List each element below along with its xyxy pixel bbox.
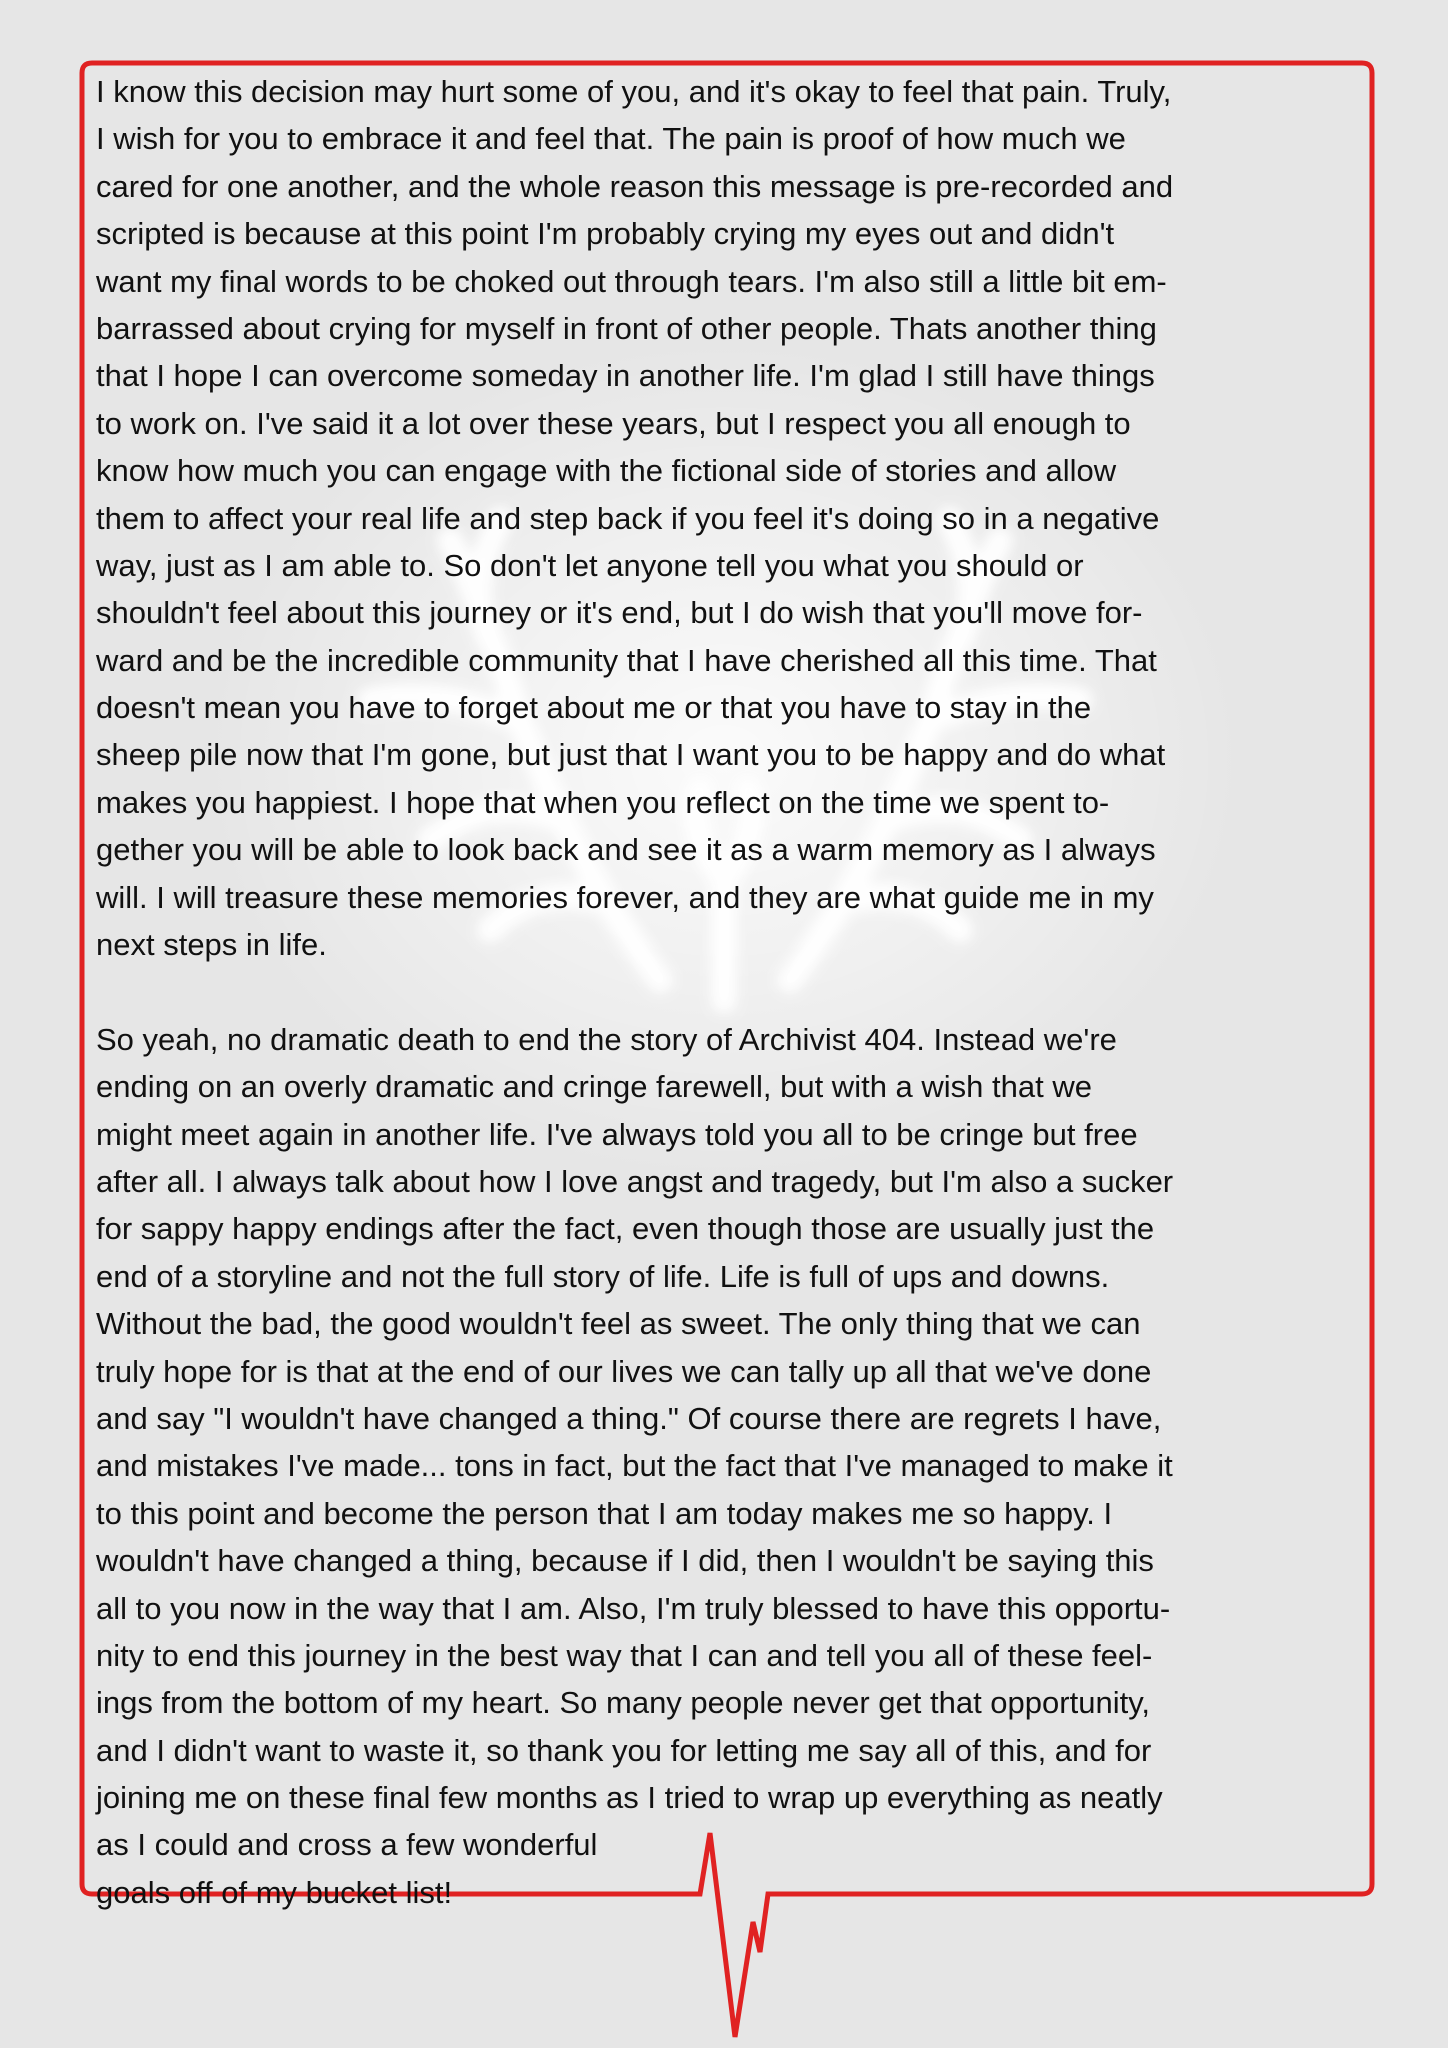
text-line: for sappy happy endings after the fact, even though those are usually just the (96, 1211, 1155, 1247)
text-line: joining me on these final few months as I tried to wrap up everything as neatly (96, 1780, 1163, 1816)
text-line: as I could and cross a few wonderful (96, 1827, 598, 1863)
text-line: barrassed about crying for myself in front of other people. Thats another thing (96, 310, 1157, 346)
text-line: doesn't mean you have to forget about me or that you have to stay in the (96, 690, 1092, 726)
text-line: ings from the bottom of my heart. So many people never get that opportunity, (96, 1685, 1150, 1721)
text-line: next steps in life. (96, 927, 327, 963)
text-line: scripted is because at this point I'm probably crying my eyes out and didn't (96, 216, 1115, 252)
text-line: goals off of my bucket list! (96, 1874, 453, 1910)
text-line: nity to end this journey in the best way that I can and tell you all of these feel- (96, 1637, 1153, 1673)
text-line: makes you happiest. I hope that when you reflect on the time we spent to- (96, 784, 1110, 820)
text-line: sheep pile now that I'm gone, but just that I want you to be happy and do what (96, 737, 1166, 773)
text-line: I wish for you to embrace it and feel that. The pain is proof of how much we (96, 121, 1126, 157)
text-line: way, just as I am able to. So don't let anyone tell you what you should or (96, 547, 1084, 583)
text-line: Without the bad, the good wouldn't feel as sweet. The only thing that we can (96, 1306, 1141, 1342)
paragraph-2 (96, 1016, 1368, 1916)
text-line: that I hope I can overcome someday in another life. I'm glad I still have things (96, 358, 1155, 394)
text-line: So yeah, no dramatic death to end the story of Archivist 404. Instead we're (96, 1021, 1117, 1057)
text-line: to work on. I've said it a lot over these years, but I respect you all enough to (96, 405, 1131, 441)
text-line: I know this decision may hurt some of you, and it's okay to feel that pain. Truly, (96, 74, 1172, 109)
text-line: will. I will treasure these memories forever, and they are what guide me in my (96, 879, 1154, 915)
text-line: want my final words to be choked out through tears. I'm also still a little bit em- (96, 263, 1167, 299)
paragraph-gap (96, 968, 1368, 1015)
text-line: them to affect your real life and step back if you feel it's doing so in a negative (96, 500, 1160, 536)
text-line: all to you now in the way that I am. Also, I'm truly blessed to have this opportu- (96, 1590, 1171, 1626)
text-line: ending on an overly dramatic and cringe farewell, but with a wish that we (96, 1069, 1092, 1105)
text-line: gether you will be able to look back and see it as a warm memory as I always (96, 832, 1156, 868)
text-line: and mistakes I've made... tons in fact, but the fact that I've managed to make it (96, 1448, 1173, 1484)
text-line: and say "I wouldn't have changed a thing." Of course there are regrets I have, (96, 1400, 1162, 1436)
text-line: might meet again in another life. I've always told you all to be cringe but free (96, 1116, 1138, 1152)
letter-text (96, 68, 1368, 1916)
text-line: end of a storyline and not the full story of life. Life is full of ups and downs. (96, 1258, 1110, 1294)
text-line: to this point and become the person that I am today makes me so happy. I (96, 1495, 1113, 1531)
text-line: ward and be the incredible community that I have cherished all this time. That (96, 642, 1157, 678)
text-line: wouldn't have changed a thing, because if I did, then I wouldn't be saying this (96, 1543, 1154, 1579)
text-line: after all. I always talk about how I love angst and tragedy, but I'm also a sucker (96, 1163, 1174, 1199)
text-line: know how much you can engage with the fictional side of stories and allow (96, 453, 1117, 489)
text-line: truly hope for is that at the end of our lives we can tally up all that we've done (96, 1353, 1152, 1389)
text-line: shouldn't feel about this journey or it's end, but I do wish that you'll move for- (96, 595, 1143, 631)
text-line: and I didn't want to waste it, so thank you for letting me say all of this, and for (96, 1732, 1152, 1768)
text-line: cared for one another, and the whole reason this message is pre-recorded and (96, 168, 1174, 204)
paragraph-1 (96, 68, 1368, 968)
